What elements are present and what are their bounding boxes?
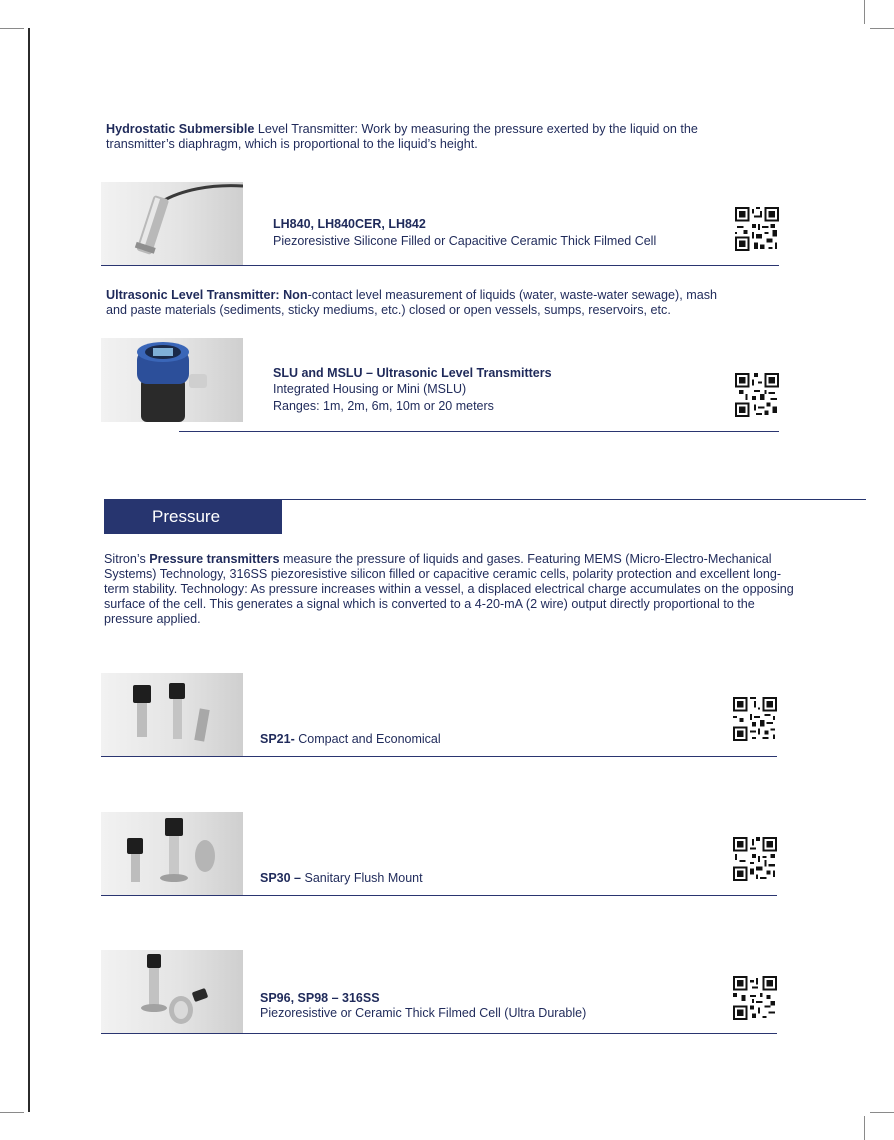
- pressure-section-heading: Pressure: [104, 500, 282, 534]
- pressure-intro-bold: Pressure transmitters: [149, 552, 280, 566]
- crop-mark: [870, 28, 894, 29]
- sp30-product-image: [101, 812, 243, 896]
- pressure-intro-pre: Sitron’s: [104, 552, 150, 566]
- ultrasonic-intro: [106, 288, 736, 318]
- sp21-product-image: [101, 673, 243, 757]
- slu-line2: Ranges: 1m, 2m, 6m, 10m or 20 meters: [273, 399, 494, 413]
- sp30-label: [260, 870, 423, 887]
- sp96-title: SP96, SP98 – 316SS: [260, 991, 380, 1005]
- hydrostatic-text: Level Transmitter: Work by measuring the pressure exerted by the liquid on the transmitter’s diaphragm, which is proportional to the liquid’s height.: [106, 122, 698, 151]
- sp21-label: [260, 731, 441, 748]
- sp21-bold: SP21-: [260, 732, 295, 746]
- sp30-bold: SP30 –: [260, 871, 302, 885]
- page-spine-rule: [28, 28, 30, 1112]
- lh840-product-image: [101, 182, 243, 266]
- crop-mark: [0, 1112, 24, 1113]
- sp96-description: Piezoresistive or Ceramic Thick Filmed Cell (Ultra Durable): [260, 1006, 587, 1020]
- crop-mark: [870, 1112, 894, 1113]
- crop-mark: [864, 1116, 865, 1140]
- crop-mark: [0, 28, 24, 29]
- sp96-product-image: [101, 950, 243, 1034]
- sp30-text: Sanitary Flush Mount: [301, 871, 423, 885]
- qr-code-icon[interactable]: [735, 207, 779, 251]
- sp30-divider: [101, 895, 777, 896]
- sp21-text: Compact and Economical: [294, 732, 441, 746]
- lh840-description: Piezoresistive Silicone Filled or Capacitive Ceramic Thick Filmed Cell: [273, 234, 657, 248]
- qr-code-icon[interactable]: [733, 697, 777, 741]
- qr-code-icon[interactable]: [735, 373, 779, 417]
- ultrasonic-text: -contact level measurement of liquids (water, waste-water sewage), mash and paste materials (sediments, sticky mediums, etc.) closed or open vessels, sumps, reservoirs, etc.: [106, 288, 718, 317]
- lh840-title: LH840, LH840CER, LH842: [273, 217, 426, 231]
- pressure-intro: [104, 552, 804, 627]
- slu-divider: [179, 431, 779, 432]
- sp21-divider: [101, 756, 777, 757]
- crop-mark: [864, 0, 865, 24]
- slu-title: SLU and MSLU – Ultrasonic Level Transmitters: [273, 366, 552, 380]
- qr-code-icon[interactable]: [733, 976, 777, 1020]
- sp96-divider: [101, 1033, 777, 1034]
- pressure-intro-text: measure the pressure of liquids and gases. Featuring MEMS (Micro-Electro-Mechanical Systems) Technology, 316SS piezoresistive silicon filled or capacitive ceramic cells, polarity protection and excellent long-term stability. Technology: As pressure increases within a vessel, a displaced electrical charge accumulates on the opposing surface of the cell. This generates a signal which is converted to a 4-20-mA (2 wire) output directly proportional to the pressure applied.: [104, 552, 794, 626]
- hydrostatic-bold: Hydrostatic Submersible: [106, 122, 255, 136]
- lh840-divider: [101, 265, 779, 266]
- ultrasonic-bold: Ultrasonic Level Transmitter: Non: [106, 288, 308, 302]
- slu-product-image: [101, 338, 243, 422]
- hydrostatic-intro: [106, 122, 726, 152]
- slu-line1: Integrated Housing or Mini (MSLU): [273, 382, 467, 396]
- qr-code-icon[interactable]: [733, 837, 777, 881]
